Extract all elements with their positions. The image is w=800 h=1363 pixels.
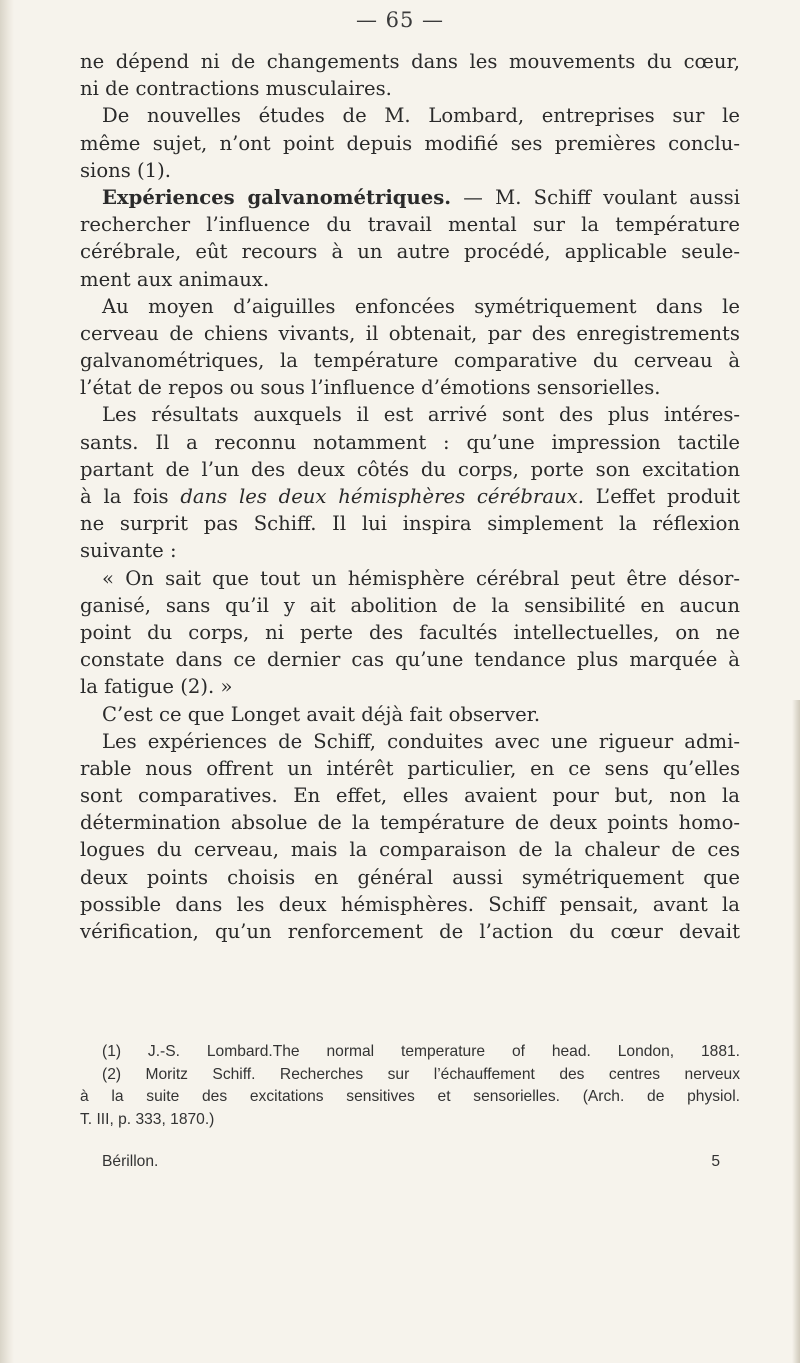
- text-line: [80, 565, 740, 592]
- page-number: — 65 —: [355, 8, 445, 32]
- text-run: partant de l’un des deux côtés du corps, porte son excitation: [80, 457, 740, 481]
- text-run: constate dans ce dernier cas qu’une tendance plus marquée à: [80, 648, 740, 672]
- text-line: [80, 619, 740, 646]
- text-run: ganisé, sans qu’il y ait abolition de la sensibilité en aucun: [80, 593, 740, 617]
- text-run: « On sait que tout un hémisphère cérébral peut être désor-: [102, 566, 740, 590]
- text-line: [80, 701, 740, 728]
- text-line: [80, 510, 740, 537]
- text-line: [80, 374, 740, 401]
- text-line: [80, 429, 740, 456]
- text-line: [80, 755, 740, 782]
- text-line: [80, 102, 740, 129]
- text-line: [80, 592, 740, 619]
- text-line: [80, 891, 740, 918]
- text-run: suivante :: [80, 539, 177, 563]
- signature-line: [102, 1153, 720, 1171]
- text-line: [80, 48, 740, 75]
- text-line: [80, 157, 740, 184]
- text-line: [80, 266, 740, 293]
- text-line: [80, 293, 740, 320]
- text-line: [80, 673, 740, 700]
- text-run: rechercher l’influence du travail mental sur la température: [80, 213, 740, 237]
- footnotes: [80, 1041, 740, 1131]
- page-edge-shadow-right: [792, 700, 800, 1363]
- text-line: [80, 320, 740, 347]
- text-run: (2) Moritz Schiff. Recherches sur l’échauffement des centres nerveux: [102, 1065, 740, 1083]
- text-line: [80, 809, 740, 836]
- text-line: [80, 456, 740, 483]
- text-run: Les résultats auxquels il est arrivé sont des plus intéres-: [102, 403, 740, 427]
- text-line: [80, 401, 740, 428]
- text-run: (1) J.-S. Lombard.The normal temperature of head. London, 1881.: [102, 1043, 740, 1060]
- text-run: détermination absolue de la température de deux points homo-: [80, 811, 740, 835]
- body-text: [80, 48, 740, 945]
- text-run: sants. Il a reconnu notamment : qu’une impression tactile: [80, 430, 740, 454]
- text-line: [80, 238, 740, 265]
- text-run: à la fois: [80, 485, 181, 508]
- text-line: [80, 864, 740, 891]
- text-run: deux points choisis en général aussi symétriquement que: [80, 865, 740, 889]
- text-run: L’effet produit: [583, 485, 740, 508]
- text-line: [80, 75, 740, 102]
- text-run: rable nous offrent un intérêt particulier, en ce sens qu’elles: [80, 756, 740, 780]
- page-edge-shadow: [0, 0, 14, 1363]
- text-run: la fatigue (2). »: [80, 675, 233, 699]
- text-line: [80, 211, 740, 238]
- text-run: cerveau de chiens vivants, il obtenait, par des enregistrements: [80, 321, 740, 345]
- text-run: De nouvelles études de M. Lombard, entreprises sur le: [102, 104, 740, 128]
- text-line: [80, 918, 740, 945]
- text-line: [80, 782, 740, 809]
- text-run: à la suite des excitations sensitives et sensorielles. (Arch. de physiol.: [80, 1088, 740, 1106]
- text-run: ne surprit pas Schiff. Il lui inspira simplement la réflexion: [80, 512, 740, 536]
- text-run: ne dépend ni de changements dans les mouvements du cœur,: [80, 50, 740, 73]
- printer-signature: Bérillon.: [102, 1153, 159, 1170]
- text-line: [80, 537, 740, 564]
- text-line: [80, 646, 740, 673]
- signature-mark: 5: [711, 1153, 720, 1170]
- text-line: [80, 347, 740, 374]
- text-run: ni de contractions musculaires.: [80, 77, 392, 101]
- text-line: [80, 836, 740, 863]
- text-line: [80, 483, 740, 510]
- text-run: l’état de repos ou sous l’influence d’émotions sensorielles.: [80, 376, 661, 400]
- text-run: T. III, p. 333, 1870.): [80, 1110, 215, 1128]
- text-run: sions (1).: [80, 158, 172, 182]
- text-run: point du corps, ni perte des facultés intellectuelles, on ne: [80, 620, 740, 644]
- footnote-line: [80, 1086, 740, 1109]
- text-run: — M. Schiff voulant aussi: [451, 185, 740, 209]
- footnote-line: [80, 1064, 740, 1087]
- section-heading: Expériences galvanométriques.: [102, 185, 452, 209]
- text-run: cérébrale, eût recours à un autre procédé, applicable seule-: [80, 240, 740, 264]
- text-run: vérification, qu’un renforcement de l’action du cœur devait: [80, 920, 740, 943]
- text-run: Au moyen d’aiguilles enfoncées symétriquement dans le: [102, 294, 740, 318]
- text-run: ment aux animaux.: [80, 267, 270, 291]
- text-run: Les expériences de Schiff, conduites avec une rigueur admi-: [102, 729, 740, 753]
- footnote-line: [80, 1041, 740, 1064]
- text-line: [80, 130, 740, 157]
- text-run: galvanométriques, la température comparative du cerveau à: [80, 349, 740, 373]
- footnote-line: [80, 1109, 740, 1132]
- text-run: sont comparatives. En effet, elles avaient pour but, non la: [80, 784, 740, 808]
- italic-emphasis: dans les deux hémisphères cérébraux.: [180, 485, 584, 508]
- text-run: C’est ce que Longet avait déjà fait observer.: [102, 702, 541, 726]
- text-line: [80, 184, 740, 211]
- text-line: [80, 728, 740, 755]
- text-run: même sujet, n’ont point depuis modifié ses premières conclu-: [80, 131, 740, 155]
- text-run: possible dans les deux hémisphères. Schiff pensait, avant la: [80, 892, 740, 916]
- text-run: logues du cerveau, mais la comparaison de la chaleur de ces: [80, 838, 740, 862]
